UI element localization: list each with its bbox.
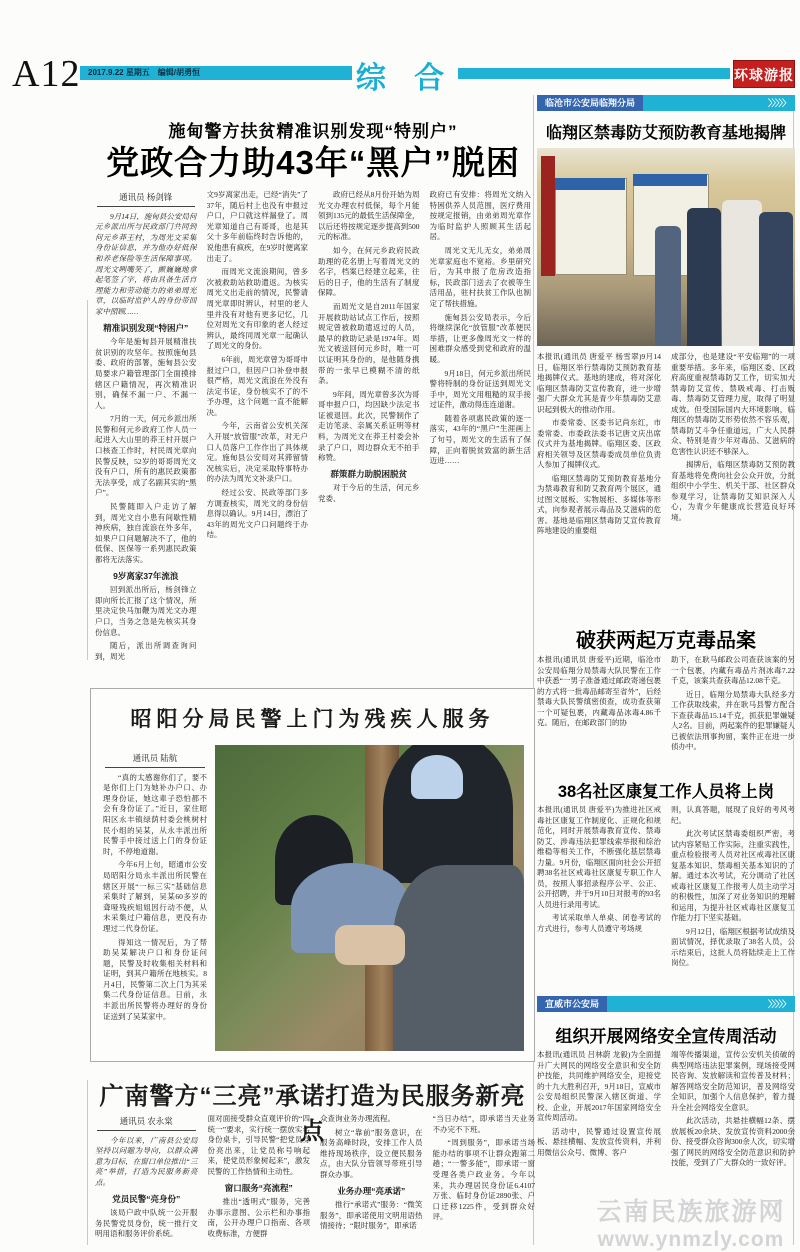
- lead-paragraph: 9月14日，施甸县公安局何元乡派出所与民政部门共同到何元乡莽王村，为周光文采集身份证信息，并为他办好低保和养老保险等生活保障事项。周光文咧嘴笑了，颤巍巍地拿起笔签了字，将由具备生活自理能力和劳动能力的弟弟周光章，以临时监护人的身份带回家中照顾……: [95, 211, 197, 316]
- paragraph: 面对面接受群众直观评价的“四统一”要求，实行统一摆放实名身份桌卡，引导民警“把党员身份亮出来，让党员称号响起来，使党员形象树起来”，激发民警的工作热情和主动性。: [207, 1114, 310, 1176]
- article-column-2: [208, 1114, 311, 1249]
- paragraph: 临翔区禁毒防艾预防教育基地分为禁毒教育和防艾教育两个展区，通过图文展板、实物展柜、多媒体等形式，向参观者展示毒品及艾滋病的危害。基地是临翔区禁毒防艾宣传教育阵地建设的重要组: [537, 473, 661, 535]
- main-article-body: [95, 190, 531, 680]
- paragraph: 而周光文是自2011年国家开展救助站试点工作后，按照规定曾被救助遣返过的人员，最早的救助记录是1974年。周光文被送回何元乡时，唯一可以证明其身份的，是他随身携带的一张早已模糊不清的纸条。: [318, 301, 420, 386]
- article-column-1: [95, 190, 197, 680]
- paragraph: “周到服务”，即承诺当场能办结的事项不让群众跑第二趟；“一警多能”，即承诺一窗受理各类户政业务。今年以来，共办理居民身份证6.4107万张、临时身份证2890张、户口迁移1225件，受到群众好评。: [432, 1138, 535, 1222]
- subheading: 业务办理“亮承诺”: [337, 1185, 406, 1196]
- article-column: [671, 352, 795, 620]
- photo-police-home-service: [215, 745, 524, 1051]
- left-edge-rule-bottom: [87, 1080, 88, 1245]
- subheading: 党员民警“亮身份”: [112, 1193, 181, 1204]
- paragraph: 众查询业务办理流程。: [320, 1114, 395, 1123]
- paragraph: 今年，云南省公安机关深入开展“放管服”改革，对无户口人员落户工作作出了具体规定。施甸县公安局对其滞留情况核实后，决定采取特事特办的办法为周光文补录户口。: [206, 421, 308, 484]
- byline: 通讯员 农永棠: [119, 1116, 173, 1126]
- photo-detail: [687, 208, 721, 346]
- article-column: [671, 805, 795, 988]
- paragraph: “真的太感谢你们了，要不是你们上门为她补办户口、办理身份证，她这辈子恐怕都不会有身份证了。”近日，家住昭阳区永丰镇绿荫村委会桃树村民小组的吴某，从永丰派出所民警手中接过送上门的身份证时，不停地道谢。: [103, 772, 207, 856]
- paragraph: 此次活动，共悬挂横幅12条、摆放展板20余块、发放宣传资料2000余份、接受群众咨询300余人次，切实增强了网民的网络安全防范意识和防护技能，受到了广大群众的一致好评。: [671, 1116, 795, 1167]
- paragraph: 推行“承诺式”服务：“微笑服务”，即承诺使用文明用语热情接待；“限时服务”，即承诺: [320, 1200, 423, 1231]
- paragraph: 助下，在耿马邮政公司查获该案的另一个包裹，内藏有毒品片剂冰毒7.22千克，该案共查获毒品12.08千克。: [671, 655, 795, 685]
- section-header-lincang: [537, 95, 795, 111]
- paragraph: 6年前，周光章曾为哥哥申报过户口，但因户口补登申报很严格，周光文流浪在外没有法定书证，身份核实不了的不予办理，这个问题一直不能解决。: [206, 354, 308, 417]
- paragraph: 回到派出所后，杨剑锋立即向所长汇报了这个情况，所里决定快马加鞭为周光文办理户口，当务之急是先核实其身份信息。: [95, 585, 197, 637]
- paragraph: 今年6月上旬，昭通市公安局昭阳分局永丰派出所民警在辖区开展“一标三实”基础信息采集时了解到，吴某60多岁的聋哑残疾姐姐因行动不便，从未采集过户籍信息，更没有办理过二代身份证。: [103, 860, 207, 933]
- section-header-arrows-icon: 〉〉〉〉〉: [643, 95, 795, 111]
- subheading: 9岁离家37年流浪: [113, 570, 179, 581]
- paragraph: 本报讯(通讯员 唐爱平)为推进社区戒毒社区康复工作制度化、正规化和规范化，同时开展禁毒教育宣传、禁毒防艾、涉毒违法犯罪线索举报和综治维稳等相关工作，不断强化基层禁毒力量。9月份，临翔区面向社会公开招聘38名社区戒毒社区康复专职工作人员，按照人事招录程序公平、公正、公开招聘，并于9月10日对报考的93名人员进行录用考试。: [537, 805, 661, 909]
- section-header-label: 临沧市公安局临翔分局: [537, 95, 643, 111]
- boxed-article: [90, 688, 535, 1062]
- article-column: [537, 352, 661, 620]
- paragraph: 政府已有安排：将周光文纳入特困供养人员范围，医疗费用按规定报销，由弟弟周光章作为临时监护人照顾其生活起居。: [429, 190, 531, 242]
- photo-detail: [411, 755, 463, 799]
- paragraph: 本报讯(通讯员 唐爱平)近期，临沧市公安局临翔分局禁毒大队民警在工作中获悉“一男子准备通过邮政寄递包裹的方式将一批毒品邮寄至省外”，后经禁毒大队民警缜密侦查，成功查获第一个可疑包裹，内藏毒品冰毒4.86千克。随后，在邮政部门的协: [537, 655, 661, 727]
- photo-detail: [555, 178, 625, 190]
- paragraph: 周光文无儿无女，弟弟周光章家庭也不宽裕。乡里研究后，为其申报了危房改造指标，民政部门送去了衣被等生活用品，驻村扶贫工作队也制定了帮扶措施。: [429, 245, 531, 308]
- page-number: A12: [12, 53, 81, 95]
- paragraph: “当日办结”，即承诺当天业务不办完不下班。: [432, 1114, 535, 1134]
- article-column: [671, 655, 795, 773]
- right-article1-title: 临翔区禁毒防艾预防教育基地揭牌: [545, 125, 786, 142]
- right-article4-title: 组织开展网络安全宣传周活动: [555, 1027, 777, 1046]
- paragraph: 活动中，民警通过设置宣传展板、悬挂横幅、发放宣传资料，并利用微信公众号、微博、客户: [537, 1126, 661, 1157]
- article-column-4: [430, 190, 532, 680]
- lead-paragraph: 今年以来，广南县公安局坚持以问题为导向，以群众满意为目标，在窗口单位推出“三亮”举措，打造为民服务新亮点。: [95, 1135, 198, 1187]
- photo-detail: [722, 200, 762, 346]
- paragraph: 随着各项惠民政策的逐一落实，43年的“黑户”生涯画上了句号，周光文的生活有了保障，正向着脱贫致富的新生活迈进……: [429, 413, 531, 466]
- byline-rule: [105, 767, 205, 768]
- right-article2-body: [537, 655, 795, 773]
- paragraph: 9月12日，临翔区根据考试成绩及面试情况，择优录取了38名人员，公示结束后，这批人员将陆续走上工作岗位。: [671, 926, 795, 967]
- right-article4-body: [537, 1050, 795, 1245]
- subheading: 群策群力助脱困脱贫: [330, 468, 407, 479]
- photo-detail: [633, 174, 707, 186]
- paragraph: 政府已经从8月份开始为周光文办理农村低保，每个月能领到135元的最低生活保障金，以后还将按规定逐步提高到500元的标准。: [318, 190, 420, 242]
- paragraph: 成部分，也是建设“平安临翔”的一项重要举措。多年来，临翔区委、区政府高度重视禁毒防艾工作，切实加大禁毒防艾宣传、禁吸戒毒、打击贩毒、禁毒防艾管理力度，取得了明显成效。但受国际国内大环境影响，临翔区的禁毒防艾形势依然不容乐观，禁毒防艾斗争任重道远，广大人民群众、特别是青少年对毒品、艾滋病的危害性认识还不够深入。: [671, 352, 795, 456]
- right-article3-title: 38名社区康复工作人员将上岗: [557, 783, 775, 801]
- paragraph: 而周光文流浪期间，曾多次被救助站救助遣返。为核实周光文出走前的情况，民警请周光章即时辨认，村里的老人里并没有对他有更多记忆，几位对周光文有印象的老人经过辨认，最终同周光章一起确认了周光文的身份。: [206, 267, 308, 351]
- watermark-name: 云南民族旅游网: [596, 1198, 786, 1226]
- photo-detail: [335, 925, 405, 965]
- paragraph: 该局户政中队统一公开服务民警党员身份，统一推行文明用语和服务评价系统。: [95, 1208, 198, 1239]
- paragraph: 树立“靠前”服务意识，在服务高峰时段，安排工作人员维持现场秩序，设立便民服务点，由大队分管领导带班引导群众办事。: [320, 1127, 423, 1179]
- right-article2-title: 破获两起万克毒品案: [576, 630, 756, 652]
- section-header-label: 宣威市公安局: [537, 996, 607, 1012]
- column-divider: [533, 95, 534, 1245]
- paragraph: 端等传播渠道，宣传公安机关侦破的典型网络违法犯罪案例，现场接受网民咨询、发放解读和宣传普及材料；解答网络安全防范知识，普及网络安全知识，加强个人信息保护，着力提升全社会网络安全意识。: [671, 1050, 795, 1112]
- paragraph: 推出“透明式”服务，完善办事示意图、公示栏和办事指南，公开办理户口指南、各项收费标准，方便群: [207, 1197, 310, 1238]
- paragraph: 民警随即入户走访了解到，周光文自小患有间歇性精神疾病，独自流浪在外多年，如果户口问题解决不了，他的低保、医保等一系列惠民政策都将无法落实。: [95, 502, 197, 564]
- paragraph: 市委常委、区委书记尚东红，市委常委、市委政法委书记唐文庆出席仪式并为基地揭牌。临翔区委、区政府相关领导及区禁毒委成员单位负责人参加了揭牌仪式。: [537, 418, 661, 469]
- photo-detail: [393, 865, 524, 1051]
- paragraph: 如今，在何元乡政府民政助理的花名册上写着周光文的名字，档案已经建立起来，往后的日子，他的生活有了制度保障。: [318, 245, 420, 298]
- bottom-article-body: [95, 1114, 535, 1249]
- photo-detail: [555, 178, 627, 275]
- paragraph: 9月18日，何元乡派出所民警将特制的身份证送到周光文手中，周光文用粗糙的双手接过证件，激动得连连道谢。: [429, 368, 531, 410]
- section-header-xuanwei: [537, 996, 795, 1012]
- byline-rule: [97, 206, 195, 207]
- paragraph: 本报讯(通讯员 吕林蔚 龙毅)为全面提升广大网民的网络安全意识和安全防护技能，共同维护网络安全，迎接党的十九大胜利召开，9月18日，宣威市公安局组织民警深入辖区街道、学校、企业，开展2017年国家网络安全宣传周活动。: [537, 1050, 661, 1122]
- right-article1-body: [537, 352, 795, 620]
- main-article-title: 党政合力助43年“黑户”脱困: [106, 144, 520, 181]
- main-article-kicker: 施甸警方扶贫精准识别发现“特别户”: [168, 122, 458, 141]
- left-edge-rule: [87, 300, 88, 660]
- paragraph: 揭牌后，临翔区禁毒防艾预防教育基地将免费向社会公众开放，分批组织中小学生、机关干部、社区群众参观学习，让禁毒防艾知识深入人心，为青少年健康成长营造良好环境。: [671, 460, 795, 522]
- bottom-article-title: 广南警方“三亮”承诺打造为民服务新亮点: [99, 1083, 526, 1145]
- article-column-2: [207, 190, 309, 680]
- paragraph: 近日，临翔分局禁毒大队经多方工作获取线索，并在耿马县警方配合下查获毒品15.14千克，抓获犯罪嫌疑人2名。目前，两起案件的犯罪嫌疑人已被依法刑事拘留，案件正在进一步侦办中。: [671, 689, 795, 751]
- paragraph: 则，认真答题，展现了良好的考风考纪。: [671, 805, 795, 825]
- article-column-3: [318, 190, 420, 680]
- paragraph: 本报讯(通讯员 唐爱平 杨雪翠)9月14日，临翔区举行禁毒防艾预防教育基地揭牌仪式。基地的建成，将对深化临翔区禁毒防艾宣传教育，进一步增强广大群众尤其是青少年禁毒防艾意识起到极大的推动作用。: [537, 352, 661, 414]
- newspaper-logo: 环球游报: [733, 60, 795, 88]
- article-column: [671, 1050, 795, 1245]
- section-header-arrows-icon: 〉〉〉〉〉: [607, 996, 795, 1012]
- article-column: [537, 805, 661, 988]
- paragraph: 考试采取单人单桌、闭卷考试的方式进行，参考人员遵守考场规: [537, 913, 661, 933]
- subheading: 窗口服务“亮流程”: [224, 1182, 293, 1193]
- article-column-4: [433, 1114, 536, 1249]
- byline-rule: [97, 1130, 196, 1131]
- paragraph: 今年是施甸县开展精准扶贫识别的攻坚年。按照施甸县委、政府的部署，施甸县公安局要求户籍管理部门全面摸排辖区户籍情况，再次精准识别，确保不漏一户、不漏一人。: [95, 337, 197, 410]
- date-editor-line: 2017.9.22 星期五 编辑/胡勇恒: [80, 66, 352, 80]
- photo-detail: [655, 226, 681, 346]
- photo-detail: [541, 156, 555, 276]
- paragraph: 得知这一情况后，为了帮助吴某解决户口和身份证问题，民警及时收集相关材料和证明，到其户籍所在地核实。8月4日，民警第二次上门为其采集二代身份证信息。日前，永丰派出所民警将办理好的身份证送到了吴某家中。: [103, 937, 207, 1021]
- section-title: 综 合: [355, 62, 455, 95]
- article-column-1: [95, 1114, 198, 1249]
- byline: 通讯员 杨剑锋: [119, 192, 173, 202]
- header-bar: [458, 68, 730, 79]
- right-article3-body: [537, 805, 795, 988]
- paragraph: 9年间，周光章曾多次为哥哥申报户口，均因缺少法定书证被退回。此次，民警制作了走访笔录、亲属关系证明等材料，为周光文在莽王村委会补录了户口，周边群众无不拍手称赞。: [318, 389, 420, 463]
- subheading: 精准识别发现“特困户”: [103, 322, 189, 333]
- paragraph: 经过公安、民政等部门多方调查核实，周光文的身份信息得以确认。9月14日，漂泊了43年的周光文户口问题终于办结。: [206, 488, 308, 540]
- article-column-3: [320, 1114, 423, 1249]
- paragraph: 文9岁离家出走，已经“消失”了37年，随后村上也没有申报过户口，户口就这样漏登了。周光章知道自己有哥哥，也是其父十多年前临终时告诉他的，说他患有疯疾，在9岁时便离家出走了。: [206, 190, 308, 263]
- photo-jiedi-jiepai: [537, 148, 795, 346]
- byline: 通讯员 陆航: [132, 753, 178, 763]
- paragraph: 此次考试区禁毒委组织严密，考试内容紧贴工作实际，注重实践性，重点检验报考人员对社区戒毒社区康复基本知识、禁毒相关基本知识的了解。通过本次考试，充分调动了社区戒毒社区康复工作报考人员主动学习的积极性，加深了对业务知识的理解和运用，为提升社区戒毒社区康复工作能力打下坚实基础。: [671, 829, 795, 922]
- photo-detail: [759, 212, 793, 346]
- paragraph: 施甸县公安局表示，今后将继续深化“放管服”改革便民举措，让更多像周光文一样的困难群众感受到党和政府的温暖。: [429, 312, 531, 364]
- boxed-article-column: [103, 751, 207, 1051]
- paragraph: 7月的一天，何元乡派出所民警和何元乡政府工作人员一起进入大山里的莽王村开展户口核查工作时，村民周光章向民警反映，52岁的哥哥周光文没有户口，所有的惠民政策都无法享受，成了名副其实的“黑户”。: [95, 414, 197, 498]
- article-column: [537, 655, 661, 773]
- boxed-article-title: 昭阳分局民警上门为残疾人服务: [130, 708, 495, 731]
- watermark-url: www.ynmzly.com: [597, 1228, 785, 1251]
- paragraph: 随后，派出所调查询问到，周光: [95, 641, 197, 661]
- paragraph: 对于今后的生活，何元乡党委、: [318, 483, 420, 504]
- article-column: [537, 1050, 661, 1245]
